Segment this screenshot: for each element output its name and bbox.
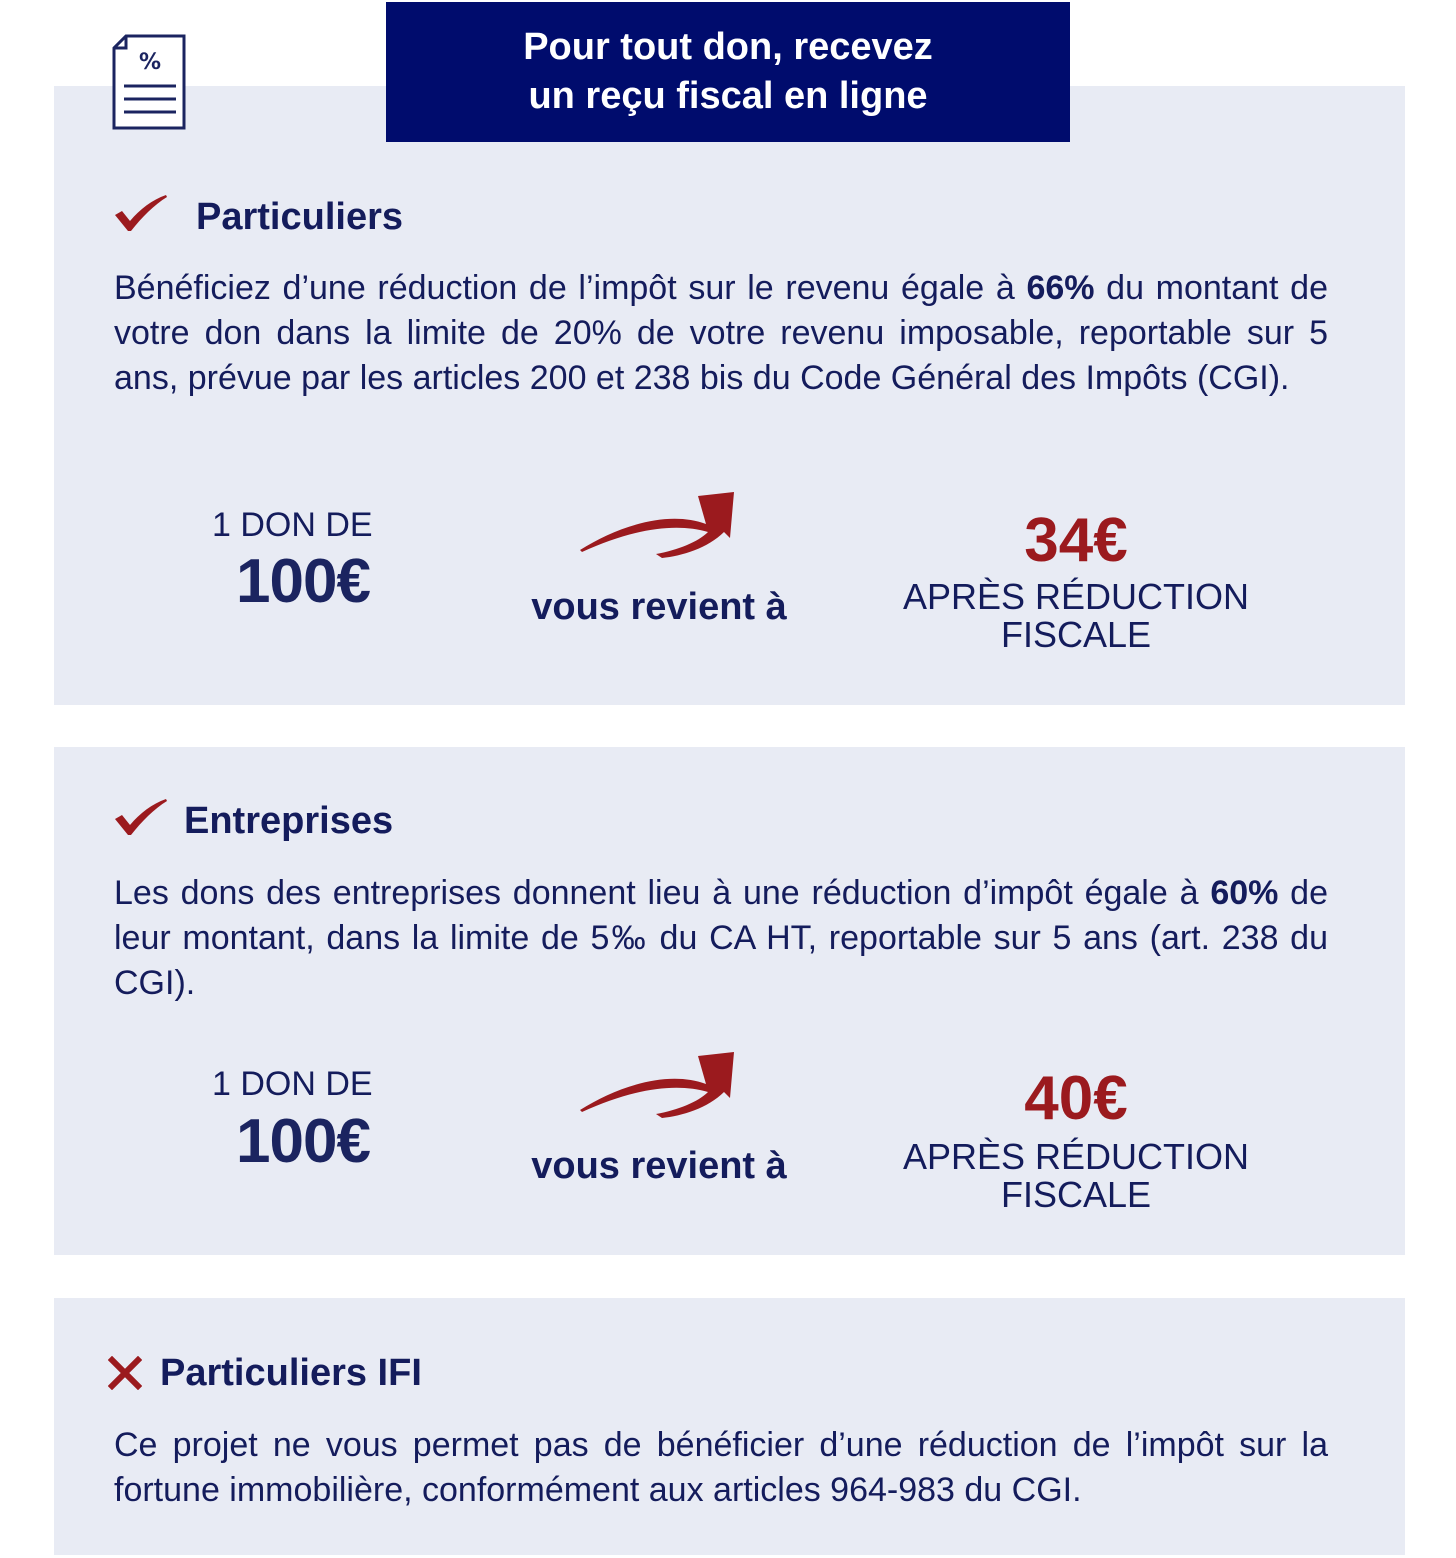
revient-text: vous revient à	[531, 586, 787, 628]
result-caption-line2: FISCALE	[1000, 614, 1152, 655]
section-title-particuliers: Particuliers	[196, 196, 403, 238]
result-caption	[880, 1138, 1272, 1214]
result-amount: 34€	[1024, 506, 1128, 575]
percent-symbol: %	[138, 50, 162, 75]
section-title-ifi: Particuliers IFI	[160, 1352, 422, 1394]
result-amount: 40€	[1024, 1064, 1128, 1133]
entreprises-description	[114, 871, 1328, 1006]
result-caption-line1: APRÈS RÉDUCTION	[902, 1136, 1250, 1177]
revient-text: vous revient à	[531, 1145, 787, 1187]
cross-icon	[108, 1356, 142, 1390]
ifi-description: Ce projet ne vous permet pas de bénéficier d’une réduction de l’impôt sur la fortune immobilière, conformément aux articles 964-983 du CGI.	[114, 1426, 1328, 1509]
don-label: 1 DON DE	[212, 1065, 373, 1103]
result-caption-line2: FISCALE	[1000, 1174, 1152, 1215]
result-caption	[880, 578, 1272, 654]
particuliers-text-part2: du montant de votre don dans la limite de 20% de votre revenu imposable, reportable sur 5 ans, prévue par les articles 200 et 238 bis du Code Général des Impôts (CGI).	[114, 269, 1328, 397]
entreprises-rate: 60%	[1210, 874, 1279, 912]
particuliers-text-part1: Bénéficiez d’une réduction de l’impôt sur le revenu égale à	[114, 269, 1027, 307]
don-label: 1 DON DE	[212, 506, 373, 544]
arrow-icon	[578, 1050, 738, 1120]
particuliers-rate: 66%	[1026, 269, 1095, 307]
arrow-icon	[578, 490, 738, 560]
section-title-entreprises: Entreprises	[184, 800, 394, 842]
particuliers-description	[114, 266, 1328, 401]
check-icon	[112, 193, 168, 233]
tax-receipt-icon	[112, 34, 188, 130]
don-amount: 100€	[236, 1107, 370, 1176]
don-amount: 100€	[236, 547, 370, 616]
header-banner	[386, 2, 1070, 142]
check-icon	[112, 797, 168, 837]
entreprises-text-part1: Les dons des entreprises donnent lieu à une réduction d’impôt égale à	[114, 874, 1211, 912]
result-caption-line1: APRÈS RÉDUCTION	[902, 576, 1250, 617]
entreprises-text-part2: de leur montant, dans la limite de 5‰ du CA HT, reportable sur 5 ans (art. 238 du CGI).	[114, 874, 1329, 1002]
banner-line-2: un reçu fiscal en ligne	[528, 75, 928, 117]
banner-line-1: Pour tout don, recevez	[523, 26, 933, 68]
